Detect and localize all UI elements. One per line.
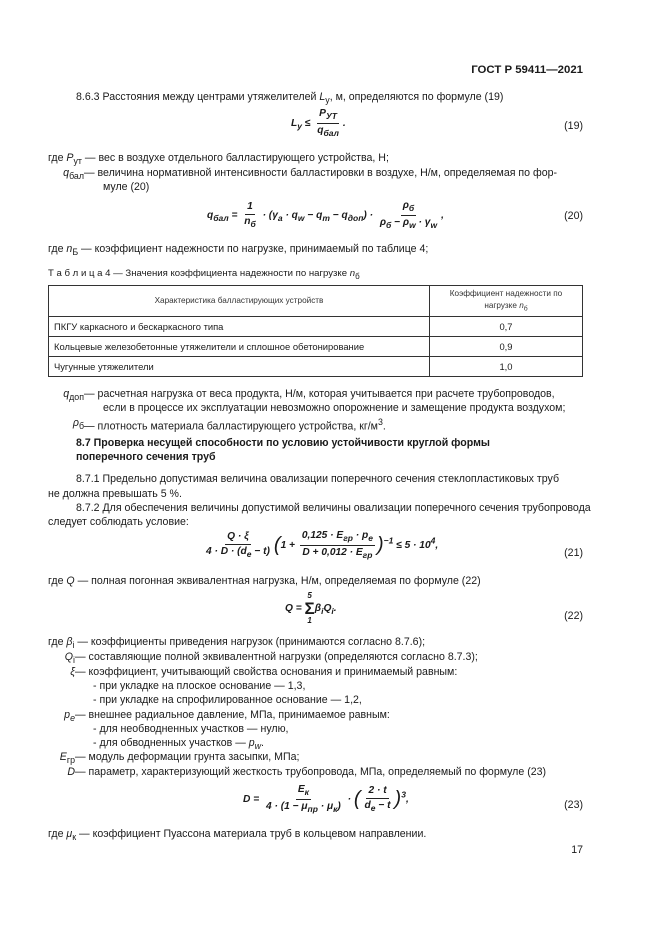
- formula-number-21: (21): [564, 547, 583, 559]
- formula-23: D = $\frac{E_к}{4 \cdot (1 - \mu_{пр} \cdot \mu_к)}$ · ( $\frac{2 \cdot t}{d_e - t}$ )$^3$,: [243, 784, 409, 814]
- definition-mu: где $\mu_к$ — коэффициент Пуассона материала труб в кольцевом направлении.: [48, 828, 427, 843]
- formula-20: $q_{бал}$ = $\frac{1}{n_б}$ · $(\gamma_а \cdot q_w - q_т - q_{доп})$ · $\frac{\rho_б}{\rho_б - \rho_w \cdot \gamma_w}$ ,: [207, 200, 444, 230]
- definition-q-dop-cont: если в процессе их эксплуатации невозможно опорожнение и замещение продукта воздухом;: [103, 402, 566, 414]
- symbol-q-bal: $q_{бал}$: [63, 167, 84, 182]
- table-row: ПКГУ каркасного и бескаркасного типа 0,7: [49, 316, 583, 336]
- definition-E-gr: — модуль деформации грунта засыпки, МПа;: [75, 751, 300, 763]
- symbol-q-dop: $q_{доп}$: [63, 388, 84, 403]
- definition-p-e: — внешнее радиальное давление, МПа, принимаемое равным:: [75, 709, 390, 721]
- formula-19: $L_у$ ≤ $\frac{P_{УТ}}{q_{бал}}$ .: [291, 108, 346, 138]
- definition-q-bal: — величина нормативной интенсивности балластировки в воздухе, Н/м, определяемая по фор-: [84, 167, 558, 179]
- definition-Q: где Q — полная погонная эквивалентная нагрузка, Н/м, определяемая по формуле (22): [48, 575, 481, 587]
- definition-rho-b: — плотность материала балластирующего устройства, $кг/м^3$.: [84, 417, 386, 433]
- table-row: Кольцевые железобетонные утяжелители и сплошное обетонирование 0,9: [49, 336, 583, 356]
- formula-number-23: (23): [564, 799, 583, 811]
- sub: у: [325, 95, 330, 106]
- list-item: - для необводненных участков — нулю,: [93, 723, 289, 735]
- formula-number-19: (19): [564, 120, 583, 132]
- formula-21: $\frac{Q \cdot \xi}{4 \cdot D \cdot (d_e - t)}$ (1 + $\frac{0,125 \cdot E_{гр} \cdot p_e}{D + 0,012 \cdot E_{гр}}$ )$^{-1} \le 5 \cdot 10^4$,: [206, 530, 439, 560]
- table-header-coefficient: Коэффициент надежности по нагрузке $n_б$: [430, 286, 583, 317]
- section-8-7-title: 8.7 Проверка несущей способности по условию устойчивости круглой формы: [76, 437, 490, 449]
- symbol-E-gr: $E_{гр}$: [59, 751, 75, 766]
- var-L: L: [319, 91, 326, 103]
- page-number: 17: [571, 844, 583, 856]
- table-row: Чугунные утяжелители 1,0: [49, 356, 583, 376]
- paragraph-8-6-3: [76, 90, 503, 107]
- table-header-characteristic: Характеристика балластирующих устройств: [49, 286, 430, 317]
- formula-number-20: (20): [564, 210, 583, 222]
- definition-beta: где $\beta_i$ — коэффициенты приведения нагрузок (принимаются согласно 8.7.6);: [48, 636, 426, 651]
- paragraph-8-7-2-cont: следует соблюдать условие:: [48, 516, 189, 528]
- definition-P-ut: где $P_{ут}$ — вес в воздухе отдельного балластирующего устройства, Н;: [48, 152, 389, 167]
- symbol-Q-i: $Q_i$: [64, 651, 75, 666]
- list-item: - для обводненных участков — $p_w$.: [93, 737, 264, 752]
- definition-n-b: где $n_Б$ — коэффициент надежности по нагрузке, принимаемый по таблице 4;: [48, 243, 429, 258]
- formula-number-22: (22): [564, 610, 583, 622]
- formula-22: Q = 5 Σ 1 $\beta_iQ_i$.: [285, 591, 337, 625]
- symbol-D: D: [67, 766, 75, 778]
- paragraph-8-7-1-cont: не должна превышать 5 %.: [48, 488, 182, 500]
- table-caption: Т а б л и ц а 4 — Значения коэффициента надежности по нагрузке $n_б$: [48, 268, 360, 281]
- text: 8.6.3 Расстояния между центрами утяжелителей: [76, 91, 320, 103]
- document-code: ГОСТ Р 59411—2021: [471, 64, 583, 76]
- definition-D: — параметр, характеризующий жесткость трубопровода, МПа, определяемый по формуле (23): [75, 766, 547, 778]
- symbol-rho-b: $\rho_б$: [72, 417, 84, 432]
- definition-q-bal-cont: муле (20): [103, 181, 150, 193]
- definition-q-dop: — расчетная нагрузка от веса продукта, Н/м, которая учитывается при расчете трубопроводов,: [84, 388, 555, 400]
- text: , м, определяются по формуле (19): [329, 91, 504, 103]
- definition-xi: — коэффициент, учитывающий свойства основания и принимаемый равным:: [75, 666, 458, 678]
- definition-Q-i: — составляющие полной эквивалентной нагрузки (определяются согласно 8.7.3);: [75, 651, 478, 663]
- paragraph-8-7-2: 8.7.2 Для обеспечения величины допустимой величины овализации поперечного сечения трубопровода: [76, 502, 591, 514]
- paragraph-8-7-1: 8.7.1 Предельно допустимая величина овализации поперечного сечения стеклопластиковых труб: [76, 473, 560, 485]
- list-item: - при укладке на плоское основание — 1,3,: [93, 680, 306, 692]
- symbol-p-e: $p_e$: [64, 709, 75, 724]
- symbol-xi: ξ: [70, 666, 75, 678]
- section-8-7-title-cont: поперечного сечения труб: [76, 451, 216, 463]
- table-4: [48, 285, 583, 377]
- list-item: - при укладке на спрофилированное основание — 1,2,: [93, 694, 362, 706]
